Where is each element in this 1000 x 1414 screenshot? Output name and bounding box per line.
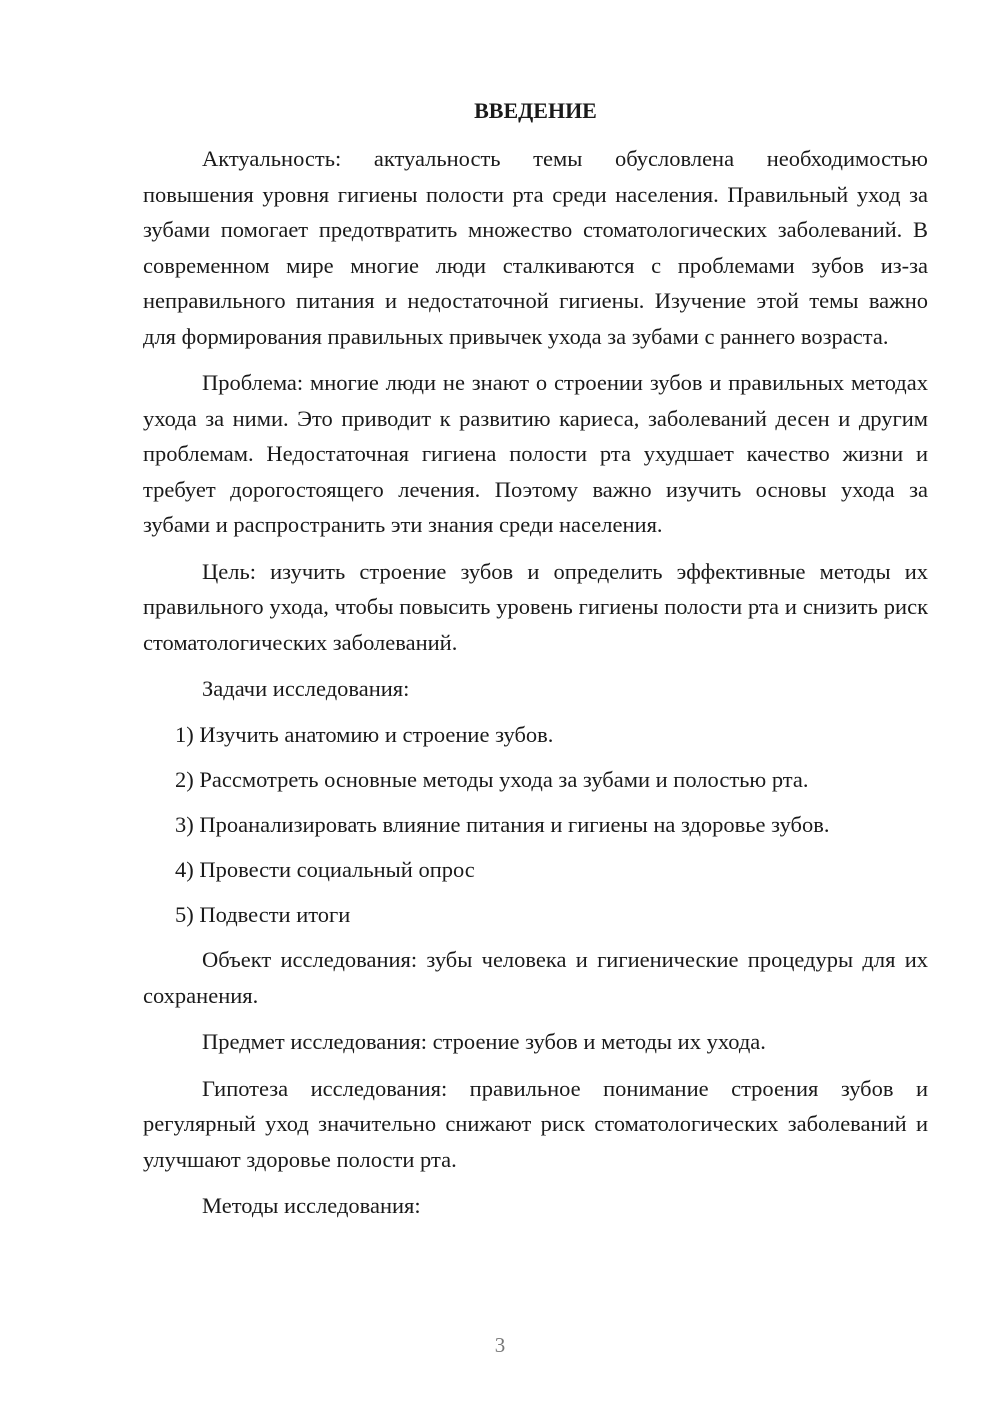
document-page (143, 96, 928, 1224)
section-title: ВВЕДЕНИЕ (474, 98, 597, 123)
paragraph-subject: Предмет исследования: строение зубов и методы их ухода. (202, 1029, 766, 1055)
tasks-header: Задачи исследования: (202, 676, 410, 701)
task-item-4: 4) Провести социальный опрос (175, 857, 475, 883)
paragraph-relevance: Актуальность: актуальность темы обусловлена необходимостью повышения уровня гигиены полости рта среди населения. Правильный уход за зубами помогает предотвратить множество стоматологических заболеваний. В современном мире многие люди сталкиваются с проблемами зубов из-за неправильного питания и недостаточной гигиены. Изучение этой темы важно для формирования правильных привычек ухода за зубами с раннего возраста. (143, 146, 928, 349)
page-number: 3 (494, 1333, 506, 1357)
paragraph-object: Объект исследования: зубы человека и гигиенические процедуры для их сохранения. (143, 947, 928, 1008)
task-item-1: 1) Изучить анатомию и строение зубов. (175, 721, 554, 747)
task-item-3: 3) Проанализировать влияние питания и гигиены на здоровье зубов. (175, 811, 830, 837)
paragraph-problem: Проблема: многие люди не знают о строении зубов и правильных методах ухода за ними. Это приводит к развитию кариеса, заболеваний десен и другим проблемам. Недостаточная гигиена полости рта ухудшает качество жизни и требует дорогостоящего лечения. Поэтому важно изучить основы ухода за зубами и распространить эти знания среди населения. (143, 370, 928, 537)
task-list (143, 717, 928, 933)
task-item-2: 2) Рассмотреть основные методы ухода за зубами и полостью рта. (175, 766, 809, 792)
paragraph-goal: Цель: изучить строение зубов и определить эффективные методы их правильного ухода, чтобы повысить уровень гигиены полости рта и снизить риск стоматологических заболеваний. (143, 558, 928, 655)
paragraph-hypothesis: Гипотеза исследования: правильное понимание строения зубов и регулярный уход значительно снижают риск стоматологических заболеваний и улучшают здоровье полости рта. (143, 1075, 928, 1172)
paragraph-methods: Методы исследования: (202, 1193, 421, 1219)
task-item-5: 5) Подвести итоги (175, 902, 351, 928)
